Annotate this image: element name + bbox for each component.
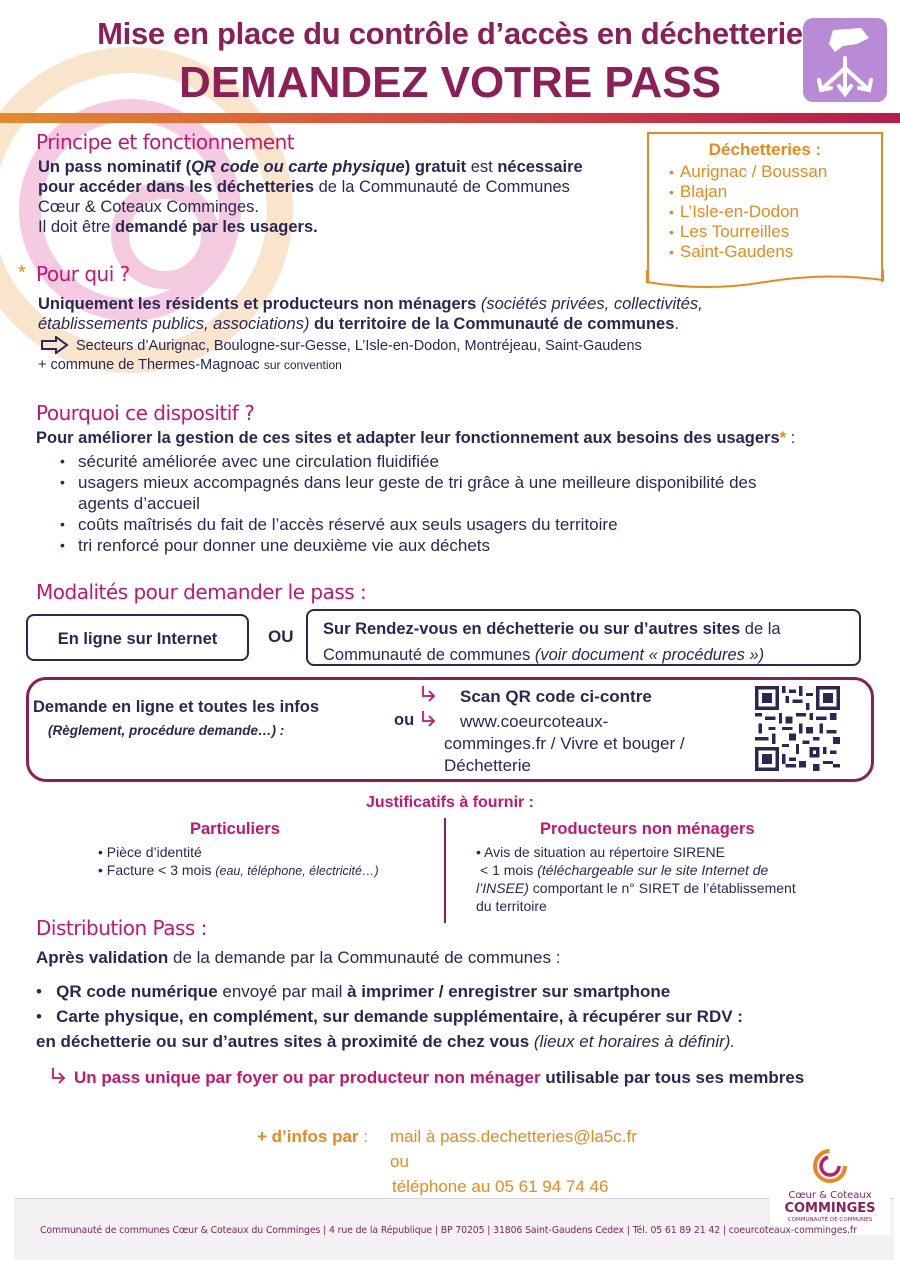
distribution-b3b: (lieux et horaires à définir).	[533, 1032, 736, 1051]
section-title-pourquoi: Pourquoi ce dispositif ?	[36, 401, 255, 425]
list-item: • coûts maîtrisés du fait de l’accès réservé aux seuls usagers du territoire	[52, 514, 872, 535]
distribution-b1a: QR code numérique	[56, 982, 218, 1001]
column-divider	[444, 818, 446, 923]
main-subtitle: DEMANDEZ VOTRE PASS	[179, 58, 721, 107]
distribution-b3	[36, 1032, 735, 1052]
pass-unique-note	[74, 1068, 804, 1088]
footer-address: Communauté de communes Cœur & Coteaux du Comminges | 4 rue de la République | BP 70205 | 31806 Saint-Gaudens Cedex | Tél. 05 61 89 21 42 | coeurcoteaux-comminges.fr	[40, 1225, 857, 1236]
list-item: • Pièce d’identité	[98, 844, 202, 860]
section-title-distribution: Distribution Pass :	[36, 916, 207, 940]
list-item: • L’Isle-en-Dodon	[669, 202, 881, 222]
list-item: • Saint-Gaudens	[669, 242, 881, 262]
brand-line3: COMMUNAUTÉ DE COMMUNES	[787, 1217, 873, 1223]
producteurs-4: du territoire	[476, 898, 547, 914]
list-item: • Facture < 3 mois (eau, téléphone, électricité…)	[98, 862, 379, 878]
pourquoi-list	[52, 451, 872, 556]
demande-title: Demande en ligne et toutes les infos	[33, 698, 320, 716]
rdv-b: de la	[740, 620, 781, 638]
contact-ou: ou	[390, 1152, 409, 1171]
particuliers-2b: (eau, téléphone, électricité…)	[215, 864, 379, 878]
recycling-hand-icon	[803, 18, 887, 102]
contact-label	[257, 1127, 368, 1147]
dechetteries-box	[647, 132, 883, 282]
contact-colon: :	[358, 1127, 368, 1146]
hand-pointer-icon	[50, 1066, 68, 1084]
principe-p3: Cœur & Coteaux Comminges.	[38, 198, 259, 216]
demande-subtitle: (Règlement, procédure demande…) :	[48, 723, 285, 738]
pour-qui-l1b: (sociétés privées, collectivités,	[480, 295, 703, 313]
particuliers-title: Particuliers	[190, 820, 280, 838]
secteurs-text: Secteurs d’Aurignac, Boulogne-sur-Gesse, L’Isle-en-Dodon, Montréjeau, Saint-Gaudens	[76, 338, 642, 354]
website-link[interactable]	[444, 711, 685, 777]
list-item: • Blajan	[669, 182, 881, 202]
list-item: • Avis de situation au répertoire SIRENE	[476, 844, 726, 860]
contact-label-text: + d’infos par	[257, 1127, 359, 1146]
rdv-c: Communauté de communes	[323, 646, 535, 664]
pass-unique-a: Un pass unique par foyer ou par producteur non ménager	[74, 1068, 541, 1087]
pass-unique-b: utilisable par tous ses membres	[540, 1068, 805, 1087]
list-item: • tri renforcé pour donner une deuxième vie aux déchets	[52, 535, 872, 556]
producteurs-3b: comportant le n° SIRET de l’établissement	[528, 880, 796, 896]
contact-phone[interactable]: téléphone au 05 61 94 74 46	[392, 1177, 609, 1196]
brand-line2: COMMINGES	[784, 1201, 876, 1216]
scan-qr-label: Scan QR code ci-contre	[460, 687, 652, 706]
principe-p2b: de la Communauté de Communes	[314, 178, 570, 196]
brand-logo-icon	[770, 1140, 890, 1235]
principe-p1e: nécessaire	[497, 158, 583, 176]
rdv-a: Sur Rendez-vous en déchetterie ou sur d’autres sites	[323, 620, 741, 638]
distribution-b1: • QR code numérique envoyé par mail à imprimer / enregistrer sur smartphone	[36, 982, 671, 1001]
ou-separator: OU	[268, 627, 294, 646]
arrow-right-icon	[40, 336, 70, 354]
particuliers-2a: Facture < 3 mois	[106, 862, 216, 878]
principe-p1a: Un pass nominatif (	[38, 158, 192, 176]
url-line1[interactable]: www.coeurcoteaux-	[460, 712, 609, 731]
qr-code-icon[interactable]	[755, 686, 840, 771]
dechetteries-title: Déchetteries :	[708, 140, 822, 159]
particuliers-list	[98, 843, 379, 880]
list-item: • Aurignac / Boussan	[669, 162, 881, 182]
pourquoi-intro-a: Pour améliorer la gestion de ces sites et adapter leur fonctionnement aux besoins des usagers	[36, 429, 780, 447]
particuliers-1: Pièce d’identité	[106, 844, 202, 860]
thermes-text	[38, 356, 342, 374]
producteurs-3a: l’INSEE)	[476, 880, 529, 896]
list-item: • Les Tourreilles	[669, 222, 881, 242]
distribution-b1c: à imprimer / enregistrer sur smartphone	[347, 982, 671, 1001]
producteurs-list	[476, 843, 876, 915]
list-item: • sécurité améliorée avec une circulation fluidifiée	[52, 451, 872, 472]
distribution-intro-b: de la demande par la Communauté de communes :	[168, 948, 561, 967]
pourquoi-intro-b: :	[786, 429, 796, 447]
pourquoi-intro	[36, 428, 896, 448]
online-option-box	[26, 614, 249, 661]
producteurs-2b: (téléchargeable sur le site Internet de	[537, 862, 769, 878]
pour-qui-l2a: établissements publics, associations)	[38, 315, 310, 333]
pourquoi-star: *	[779, 429, 787, 447]
hand-pointer-icon	[420, 684, 438, 702]
header-divider	[0, 113, 900, 123]
producteurs-title: Producteurs non ménagers	[540, 820, 755, 838]
list-item: agents d’accueil	[78, 494, 200, 513]
pour-qui-text	[38, 294, 858, 334]
principe-p2a: pour accéder dans les déchetteries	[38, 178, 315, 196]
principe-p4b: demandé par les usagers.	[115, 218, 318, 236]
ou-label: ou	[394, 711, 415, 729]
producteurs-2a: < 1 mois	[480, 862, 538, 878]
thermes-b: sur convention	[263, 358, 342, 372]
distribution-intro	[36, 948, 560, 968]
url-line2[interactable]: comminges.fr / Vivre et bouger /	[444, 734, 685, 753]
distribution-intro-a: Après validation	[36, 948, 169, 967]
justificatifs-title: Justificatifs à fournir :	[365, 794, 535, 811]
section-title-principe: Principe et fonctionnement	[36, 130, 295, 154]
distribution-b1b: envoyé par mail	[217, 982, 348, 1001]
dechetteries-box-edge	[645, 270, 885, 292]
hand-pointer-icon	[420, 709, 438, 727]
pour-qui-l2c: .	[674, 315, 679, 333]
asterisk-mark: *	[18, 262, 26, 284]
dechetteries-list	[669, 162, 881, 262]
pour-qui-l2b: du territoire de la Communauté de communes	[309, 315, 675, 333]
contact-mail[interactable]: mail à pass.dechetteries@la5c.fr	[390, 1127, 637, 1146]
list-item: • usagers mieux accompagnés dans leur geste de tri grâce à une meilleure disponibilité des	[52, 472, 872, 493]
main-title: Mise en place du contrôle d’accès en déchetterie	[97, 16, 803, 51]
url-line3[interactable]: Déchetterie	[444, 756, 531, 775]
thermes-a: + commune de Thermes-Magnoac	[38, 357, 264, 373]
rdv-option-box	[306, 609, 861, 666]
principe-p4a: Il doit être	[38, 218, 116, 236]
distribution-b2: • Carte physique, en complément, sur demande supplémentaire, à récupérer sur RDV :	[36, 1007, 743, 1026]
distribution-b2-text: Carte physique, en complément, sur demande supplémentaire, à récupérer sur RDV :	[56, 1007, 743, 1026]
online-option-label: En ligne sur Internet	[57, 630, 218, 648]
distribution-b3a: en déchetterie ou sur d’autres sites à proximité de chez vous	[36, 1032, 534, 1051]
rdv-d: (voir document « procédures »)	[534, 646, 765, 664]
principe-p1c: ) gratuit	[404, 158, 467, 176]
producteurs-1: Avis de situation au répertoire SIRENE	[484, 844, 726, 860]
brand-line1: Cœur & Coteaux	[788, 1190, 872, 1201]
principe-text	[38, 157, 648, 237]
section-title-pour-qui: Pour qui ?	[36, 262, 130, 286]
pour-qui-l1a: Uniquement les résidents et producteurs non ménagers	[38, 295, 481, 313]
principe-p1b: QR code ou carte physique	[191, 158, 405, 176]
section-title-modalites: Modalités pour demander le pass :	[36, 580, 367, 604]
principe-p1d: est	[466, 158, 498, 176]
